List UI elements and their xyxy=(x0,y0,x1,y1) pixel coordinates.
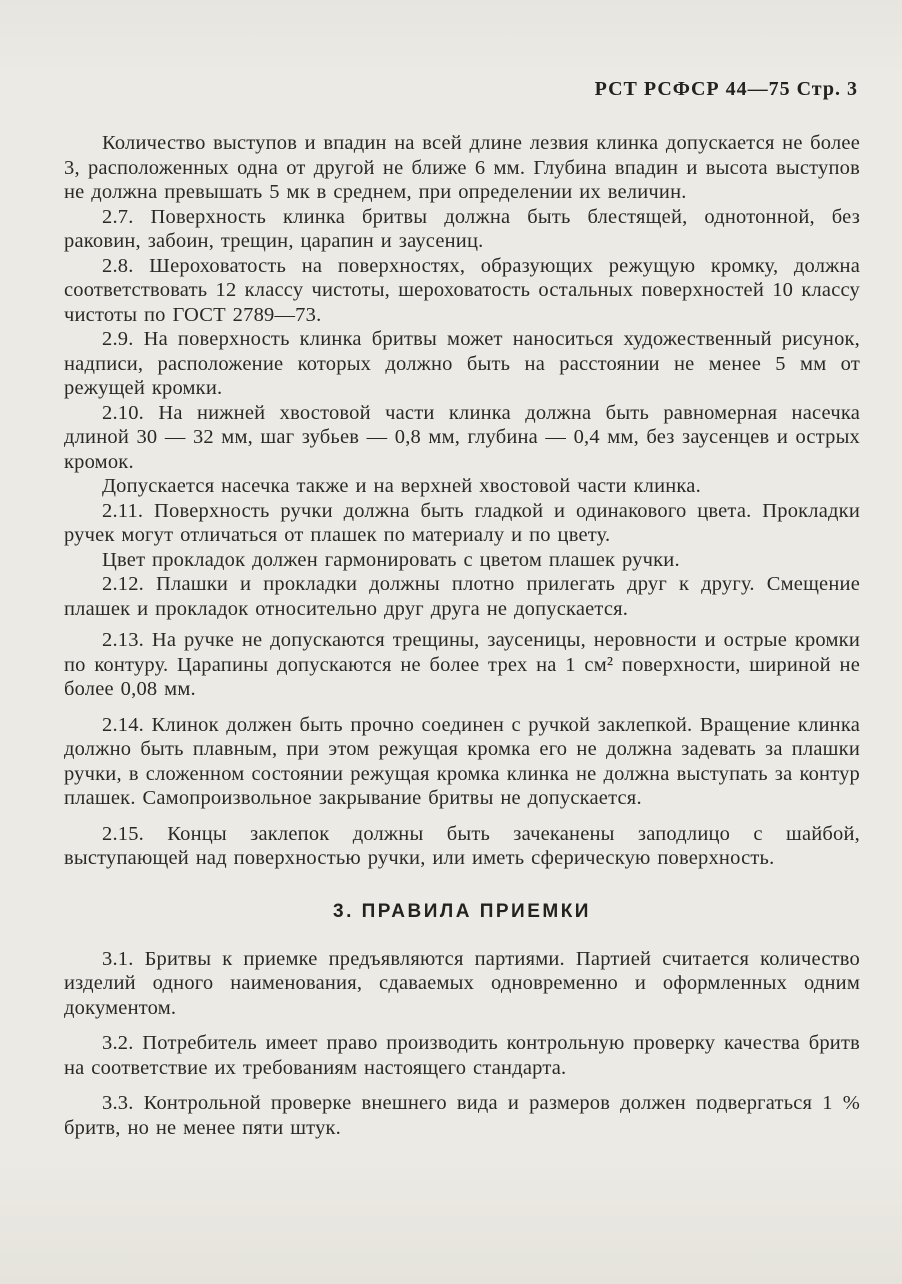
paragraph-2-11: 2.11. Поверхность ручки должна быть гладкой и одинакового цвета. Прокладки ручек могут отличаться от плашек по материалу и по цвету. xyxy=(64,499,860,546)
paragraph-3-2: 3.2. Потребитель имеет право производить контрольную проверку качества бритв на соответствие их требованиям настоящего стандарта. xyxy=(64,1032,860,1079)
paragraph-2-15: 2.15. Концы заклепок должны быть зачеканены заподлицо с шайбой, выступающей над поверхностью ручки, или иметь сферическую поверхность. xyxy=(64,822,860,869)
paragraph-2-12: 2.12. Плашки и прокладки должны плотно прилегать друг к другу. Смещение плашек и прокладок относительно друг друга не допускается. xyxy=(64,573,860,620)
paragraph-lead: Количество выступов и впадин на всей длине лезвия клинка допускается не более 3, расположенных одна от другой не ближе 6 мм. Глубина впадин и высота выступов не должна превышать 5 мк в среднем, при определении их величин. xyxy=(64,132,860,203)
paragraph-2-7: 2.7. Поверхность клинка бритвы должна быть блестящей, однотонной, без раковин, забоин, трещин, царапин и заусениц. xyxy=(64,205,860,252)
section-2-technical-requirements xyxy=(64,131,860,871)
section-3-acceptance-rules xyxy=(64,947,860,1141)
paragraph-3-3: 3.3. Контрольной проверке внешнего вида и размеров должен подвергаться 1 % бритв, но не менее пяти штук. xyxy=(64,1092,860,1139)
running-header: РСТ РСФСР 44—75 Стр. 3 xyxy=(594,78,858,100)
paragraph-3-1: 3.1. Бритвы к приемке предъявляются партиями. Партией считается количество изделий одного наименования, сдаваемых одновременно и оформленных одним документом. xyxy=(64,947,860,1019)
paragraph-2-13: 2.13. На ручке не допускаются трещины, заусеницы, неровности и острые кромки по контуру. Царапины допускаются не более трех на 1 см² поверхности, шириной не более 0,08 мм. xyxy=(64,629,860,700)
section-3-heading: 3. ПРАВИЛА ПРИЕМКИ xyxy=(333,900,591,922)
paragraph-2-11-note: Цвет прокладок должен гармонировать с цветом плашек ручки. xyxy=(102,548,680,571)
paragraph-2-10-note: Допускается насечка также и на верхней хвостовой части клинка. xyxy=(102,475,701,497)
paragraph-2-10: 2.10. На нижней хвостовой части клинка должна быть равномерная насечка длиной 30 — 32 мм, шаг зубьев — 0,8 мм, глубина — 0,4 мм, без заусенцев и острых кромок. xyxy=(64,401,860,473)
paragraph-2-14: 2.14. Клинок должен быть прочно соединен с ручкой заклепкой. Вращение клинка должно быть плавным, при этом режущая кромка его не должна задевать за плашки ручки, в сложенном состоянии режущая кромка клинка не должна выступать за контур плашек. Самопроизвольное закрывание бритвы не допускается. xyxy=(64,713,860,809)
paragraph-2-9: 2.9. На поверхность клинка бритвы может наноситься художественный рисунок, надписи, расположение которых должно быть на расстоянии не менее 5 мм от режущей кромки. xyxy=(64,328,860,399)
paragraph-2-8: 2.8. Шероховатость на поверхностях, образующих режущую кромку, должна соответствовать 12 классу чистоты, шероховатость остальных поверхностей 10 классу чистоты по ГОСТ 2789—73. xyxy=(64,254,860,326)
